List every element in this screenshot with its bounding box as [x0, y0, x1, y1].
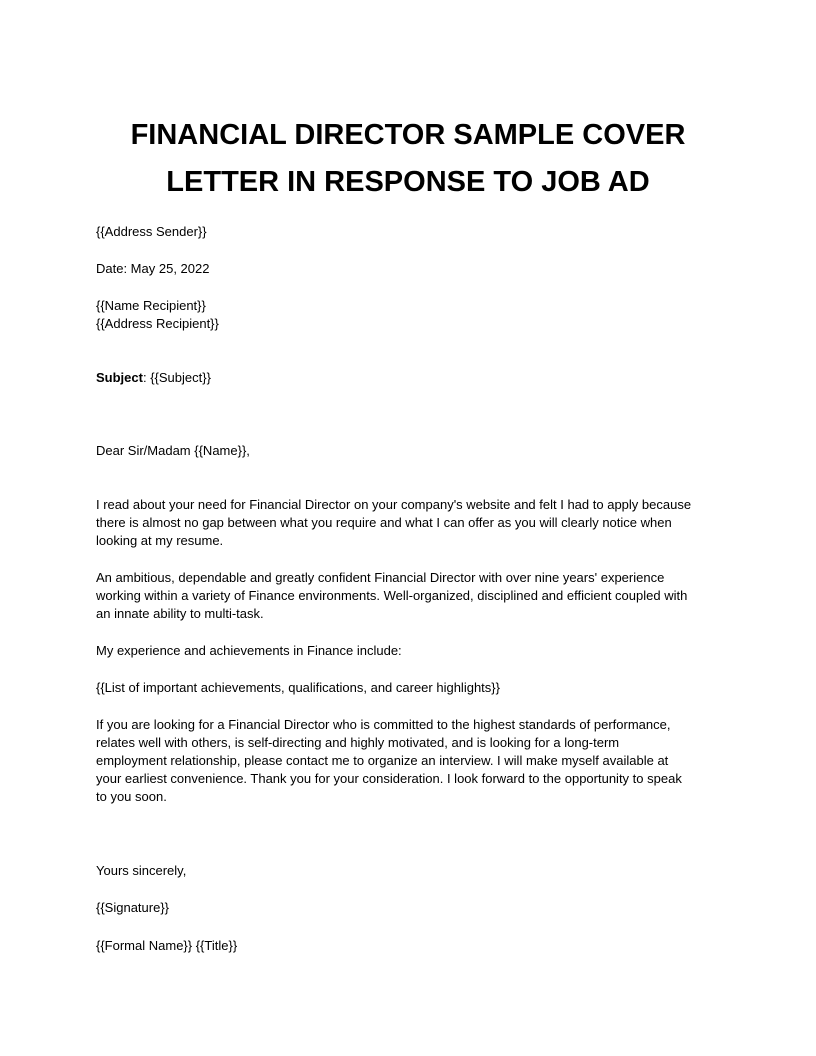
title-line-2: LETTER IN RESPONSE TO JOB AD	[166, 166, 650, 198]
subject-line	[96, 369, 726, 387]
subject-value: : {{Subject}}	[142, 370, 211, 385]
paragraph-intro	[96, 496, 722, 550]
address-sender: {{Address Sender}}	[96, 224, 207, 239]
subject-label: Subject	[96, 370, 143, 385]
letter-date: Date: May 25, 2022	[96, 261, 210, 276]
paragraph-line: working within a variety of Finance environments. Well-organized, disciplined and efficient coupled with	[96, 588, 688, 603]
paragraph-line: relates well with others, is self-directing and highly motivated, and is looking for a long-term	[96, 735, 620, 750]
paragraph-line: to you soon.	[96, 789, 167, 804]
salutation: Dear Sir/Madam {{Name}},	[96, 443, 250, 458]
closing: Yours sincerely,	[96, 863, 187, 878]
address-recipient: {{Address Recipient}}	[96, 316, 219, 331]
paragraph-line: employment relationship, please contact me to organize an interview. I will make myself available at	[96, 753, 669, 768]
paragraph-line: there is almost no gap between what you require and what I can offer as you will clearly notice when	[96, 515, 672, 530]
paragraph-line: looking at my resume.	[96, 533, 224, 548]
paragraph-closing-pitch	[96, 716, 722, 806]
paragraph-line: I read about your need for Financial Director on your company's website and felt I had to apply because	[96, 497, 692, 512]
paragraph-line: your earliest convenience. Thank you for your consideration. I look forward to the opportunity to speak	[96, 771, 682, 786]
document-title	[80, 112, 736, 206]
name-recipient: {{Name Recipient}}	[96, 298, 206, 313]
paragraph-achievements: {{List of important achievements, qualifications, and career highlights}}	[96, 680, 500, 695]
paragraph-line: an innate ability to multi-task.	[96, 606, 264, 621]
paragraph-profile	[96, 569, 722, 623]
paragraph-line: If you are looking for a Financial Director who is committed to the highest standards of performance,	[96, 717, 671, 732]
paragraph-experience: My experience and achievements in Finance include:	[96, 643, 402, 658]
signature-placeholder: {{Signature}}	[96, 900, 170, 915]
formal-name-title: {{Formal Name}} {{Title}}	[96, 938, 238, 953]
paragraph-line: An ambitious, dependable and greatly confident Financial Director with over nine years' experience	[96, 570, 665, 585]
title-line-1: FINANCIAL DIRECTOR SAMPLE COVER	[130, 119, 686, 151]
